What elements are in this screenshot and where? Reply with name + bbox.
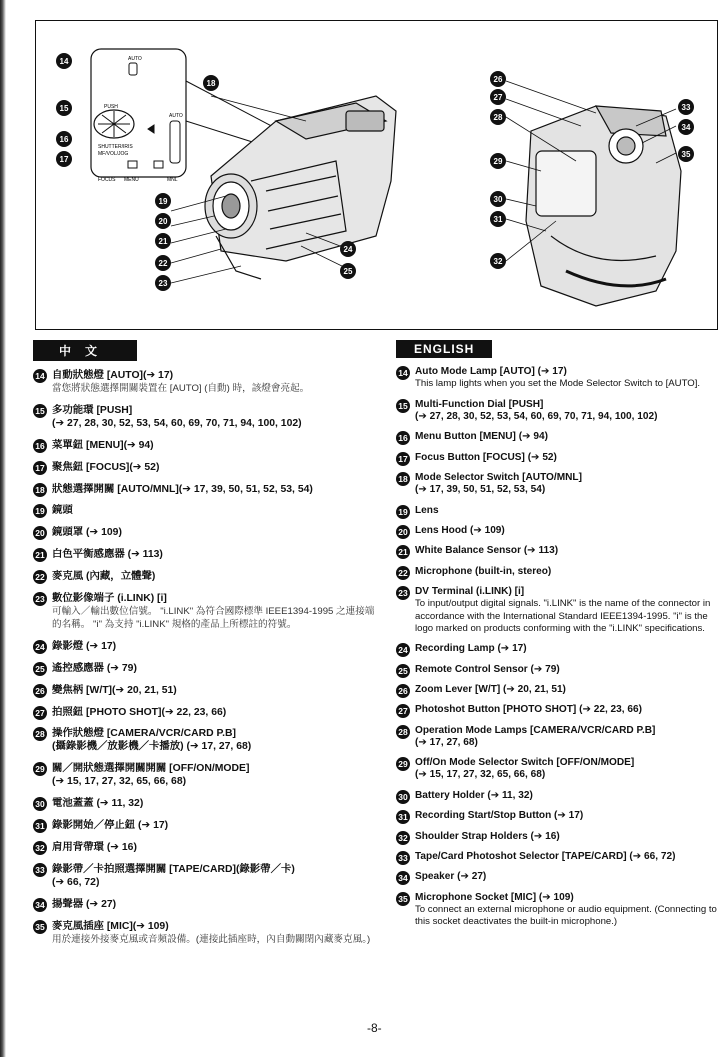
item-title: Mode Selector Switch [AUTO/MNL] <box>415 471 582 483</box>
callout-26 <box>490 71 506 87</box>
item-number-badge: 18 <box>396 472 410 486</box>
item-number-badge: 28 <box>396 725 410 739</box>
item-number-badge: 24 <box>396 643 410 657</box>
list-item <box>396 505 721 517</box>
item-title: 揚聲器 (➔ 27) <box>52 898 117 910</box>
inset-label-mnl: MNL <box>167 177 178 183</box>
item-title: Shoulder Strap Holders (➔ 16) <box>415 830 560 842</box>
item-title: Microphone (built-in, stereo) <box>415 565 552 577</box>
item-number-badge: 19 <box>396 505 410 519</box>
list-item <box>396 725 721 749</box>
item-title: Recording Start/Stop Button (➔ 17) <box>415 810 584 822</box>
item-title: 菜單鈕 [MENU](➔ 94) <box>52 439 154 451</box>
item-title: 錄影燈 (➔ 17) <box>52 640 117 652</box>
callout-26-label: 26 <box>493 75 503 84</box>
item-description: This lamp lights when you set the Mode Selector Switch to [AUTO]. <box>415 378 701 390</box>
item-number-badge: 20 <box>33 526 47 540</box>
item-title: 拍照鈕 [PHOTO SHOT](➔ 22, 23, 66) <box>52 706 227 718</box>
item-number-badge: 19 <box>33 504 47 518</box>
item-title: 操作狀態燈 [CAMERA/VCR/CARD P.B] <box>52 728 236 740</box>
item-number-badge: 33 <box>396 851 410 865</box>
item-title: Auto Mode Lamp [AUTO] (➔ 17) <box>415 366 567 377</box>
list-item <box>396 704 721 716</box>
callout-31-label: 31 <box>493 215 503 224</box>
list-item <box>33 662 383 675</box>
list-item <box>396 525 721 537</box>
callout-20 <box>155 213 171 229</box>
callout-34 <box>678 119 694 135</box>
list-item <box>33 841 383 854</box>
callout-23-label: 23 <box>158 279 168 288</box>
item-number-badge: 24 <box>33 640 47 654</box>
callout-19-label: 19 <box>158 197 168 206</box>
item-number-badge: 31 <box>33 819 47 833</box>
callout-14 <box>56 53 72 69</box>
item-number-badge: 28 <box>33 727 47 741</box>
list-item <box>33 404 383 430</box>
callout-25-label: 25 <box>343 267 353 276</box>
item-title: Battery Holder (➔ 11, 32) <box>415 789 533 801</box>
item-title: Speaker (➔ 27) <box>415 871 487 883</box>
list-item <box>33 592 383 631</box>
list-item <box>33 526 383 539</box>
list-item <box>33 570 383 583</box>
callout-35 <box>678 146 694 162</box>
callout-19 <box>155 193 171 209</box>
item-number-badge: 20 <box>396 525 410 539</box>
item-number-badge: 16 <box>33 439 47 453</box>
callout-18-label: 18 <box>206 79 216 88</box>
callout-30-label: 30 <box>493 195 503 204</box>
list-item <box>33 640 383 653</box>
list-item <box>33 727 383 753</box>
list-item <box>33 684 383 697</box>
item-description: To connect an external microphone or audio equipment. (Connecting to this socket deactivates the built-in microphone.) <box>415 904 717 928</box>
item-number-badge: 21 <box>396 545 410 559</box>
list-item <box>396 586 721 635</box>
item-title: 關／開狀態選擇開關開關 [OFF/ON/MODE] <box>52 763 250 775</box>
list-item <box>396 810 721 822</box>
list-item <box>33 439 383 452</box>
inset-label-shutter-iris: SHUTTER/IRIS <box>98 144 133 150</box>
camcorder-figure <box>35 20 718 330</box>
english-header: ENGLISH <box>396 340 492 358</box>
item-title: 數位影像端子 (i.LINK) [i] <box>52 593 167 605</box>
callout-35-label: 35 <box>681 150 691 159</box>
item-number-badge: 23 <box>396 586 410 600</box>
callout-29-label: 29 <box>493 157 503 166</box>
callout-30 <box>490 191 506 207</box>
callout-24 <box>340 241 356 257</box>
callout-21 <box>155 233 171 249</box>
item-number-badge: 32 <box>33 841 47 855</box>
callout-16 <box>56 131 72 147</box>
list-item <box>396 545 721 557</box>
item-number-badge: 18 <box>33 483 47 497</box>
list-item <box>33 898 383 911</box>
item-title: 變焦柄 [W/T](➔ 20, 21, 51) <box>52 684 177 696</box>
item-title: 自動狀態燈 [AUTO](➔ 17) <box>52 370 174 381</box>
item-title: 錄影帶／卡拍照選擇開關 [TAPE/CARD](錄影帶／卡) <box>52 863 295 875</box>
callout-14-label: 14 <box>59 57 69 66</box>
item-description: 用於連接外接麥克風或音頻設備。(連接此插座時，內自動關閉內藏麥克風。) <box>52 933 371 945</box>
item-title: 聚焦鈕 [FOCUS](➔ 52) <box>52 461 160 473</box>
camcorder-rear-view <box>526 106 681 306</box>
callout-33-label: 33 <box>681 103 691 112</box>
item-title: Focus Button [FOCUS] (➔ 52) <box>415 451 557 463</box>
list-item <box>33 504 383 517</box>
list-item <box>33 797 383 810</box>
item-title: 電池蓋蓋 (➔ 11, 32) <box>52 798 144 810</box>
item-title: DV Terminal (i.LINK) [i] <box>415 586 525 598</box>
list-item <box>396 851 721 863</box>
list-item <box>33 762 383 788</box>
item-title: 麥克風插座 [MIC](➔ 109) <box>52 920 169 932</box>
list-item <box>396 790 721 802</box>
chinese-header: 中文 <box>33 340 137 361</box>
callout-34-label: 34 <box>681 123 691 132</box>
list-item <box>396 366 721 390</box>
item-number-badge: 33 <box>33 863 47 877</box>
item-title: Lens <box>415 504 439 516</box>
callout-16-label: 16 <box>59 135 69 144</box>
item-page-reference: (➔ 27, 28, 30, 52, 53, 54, 60, 69, 70, 71, 94, 100, 102) <box>415 410 658 422</box>
callout-28 <box>490 109 506 125</box>
item-page-reference: (➔ 17, 27, 68) <box>415 736 478 748</box>
item-page-reference: (➔ 15, 17, 27, 32, 65, 66, 68) <box>52 776 187 788</box>
callout-17-label: 17 <box>59 155 69 164</box>
callout-18 <box>203 75 219 91</box>
english-item-list <box>396 366 721 928</box>
item-number-badge: 35 <box>33 920 47 934</box>
item-title: Remote Control Sensor (➔ 79) <box>415 663 560 675</box>
list-item <box>396 871 721 883</box>
list-item <box>396 399 721 423</box>
list-item <box>33 461 383 474</box>
callout-27 <box>490 89 506 105</box>
item-page-reference: (➔ 66, 72) <box>52 876 100 888</box>
item-title: 狀態選擇開關 [AUTO/MNL](➔ 17, 39, 50, 51, 52, 53, 54) <box>52 483 313 495</box>
item-title: Operation Mode Lamps [CAMERA/VCR/CARD P.B] <box>415 724 656 736</box>
callout-21-label: 21 <box>158 237 168 246</box>
list-item <box>396 684 721 696</box>
inset-label-push: PUSH <box>104 104 118 110</box>
callout-23 <box>155 275 171 291</box>
list-item <box>396 566 721 578</box>
item-description: 可輸入／輸出數位信號。 "i.LINK" 為符合國際標準 IEEE1394-1995 之連接端的名稱。 "i" 為支持 "i.LINK" 規格的產品上所標註的符號。 <box>52 606 375 631</box>
item-page-reference: (➔ 27, 28, 30, 52, 53, 54, 60, 69, 70, 71, 94, 100, 102) <box>52 417 302 429</box>
list-item <box>33 483 383 496</box>
callout-32 <box>490 253 506 269</box>
item-number-badge: 34 <box>396 871 410 885</box>
item-number-badge: 27 <box>396 704 410 718</box>
callout-15 <box>56 100 72 116</box>
item-title: 多功能環 [PUSH] <box>52 404 133 416</box>
item-page-reference: (➔ 15, 17, 27, 32, 65, 66, 68) <box>415 769 546 781</box>
item-number-badge: 15 <box>33 404 47 418</box>
list-item <box>33 863 383 889</box>
item-number-badge: 29 <box>33 762 47 776</box>
item-title: Lens Hood (➔ 109) <box>415 524 505 536</box>
item-number-badge: 30 <box>33 797 47 811</box>
item-number-badge: 22 <box>396 566 410 580</box>
item-title: 肩用背帶環 (➔ 16) <box>52 842 137 854</box>
item-number-badge: 32 <box>396 831 410 845</box>
item-title: White Balance Sensor (➔ 113) <box>415 545 559 557</box>
item-title: Zoom Lever [W/T] (➔ 20, 21, 51) <box>415 683 566 695</box>
callout-25 <box>340 263 356 279</box>
list-item <box>396 757 721 781</box>
item-title: 鏡頭罩 (➔ 109) <box>52 527 122 539</box>
item-description: To input/output digital signals. "i.LINK" is the name of the connector in accordance with the International Standard IEEE1394-1995. "i" is the logo marked on products conforming with the "i.LINK" specifications. <box>415 598 711 634</box>
list-item <box>33 548 383 561</box>
list-item <box>396 431 721 443</box>
callout-20-label: 20 <box>158 217 168 226</box>
list-item <box>33 706 383 719</box>
list-item <box>33 920 383 946</box>
item-number-badge: 17 <box>33 461 47 475</box>
item-number-badge: 26 <box>33 684 47 698</box>
inset-label-auto-side: AUTO <box>169 113 183 119</box>
item-number-badge: 29 <box>396 757 410 771</box>
item-title: Photoshot Button [PHOTO SHOT] (➔ 22, 23, 66) <box>415 704 642 716</box>
callout-28-label: 28 <box>493 113 503 122</box>
callout-24-label: 24 <box>343 245 353 254</box>
item-title: 麥克風 (內藏，立體聲) <box>52 571 156 583</box>
item-number-badge: 23 <box>33 592 47 606</box>
item-description: 當您將狀態選擇開關裝置在 [AUTO] (自動) 時，該燈會亮起。 <box>52 383 310 394</box>
page-binding-edge <box>0 0 6 1057</box>
list-item <box>396 452 721 464</box>
item-number-badge: 34 <box>33 898 47 912</box>
item-number-badge: 25 <box>33 662 47 676</box>
list-item <box>396 643 721 655</box>
item-title: 白色平衡感應器 (➔ 113) <box>52 549 163 561</box>
item-title: Tape/Card Photoshot Selector [TAPE/CARD] (➔ 66, 72) <box>415 851 676 863</box>
item-number-badge: 31 <box>396 810 410 824</box>
callout-33 <box>678 99 694 115</box>
item-title: Menu Button [MENU] (➔ 94) <box>415 431 548 443</box>
chinese-column <box>33 340 383 955</box>
callout-27-label: 27 <box>493 93 503 102</box>
item-title: Multi-Function Dial [PUSH] <box>415 398 544 410</box>
callout-22-label: 22 <box>158 259 168 268</box>
item-title: Microphone Socket [MIC] (➔ 109) <box>415 891 574 903</box>
item-page-reference: (➔ 17, 39, 50, 51, 52, 53, 54) <box>415 484 546 496</box>
callout-31 <box>490 211 506 227</box>
list-item <box>396 664 721 676</box>
item-title: Off/On Mode Selector Switch [OFF/ON/MODE] <box>415 757 635 769</box>
item-number-badge: 14 <box>396 366 410 380</box>
camcorder-illustration <box>36 21 718 330</box>
callout-29 <box>490 153 506 169</box>
item-number-badge: 14 <box>33 369 47 383</box>
callout-17 <box>56 151 72 167</box>
callout-15-label: 15 <box>59 104 69 113</box>
callout-22 <box>155 255 171 271</box>
item-number-badge: 26 <box>396 684 410 698</box>
item-number-badge: 21 <box>33 548 47 562</box>
item-page-reference: (攝錄影機／放影機／卡播放) (➔ 17, 27, 68) <box>52 741 252 753</box>
item-number-badge: 15 <box>396 399 410 413</box>
callout-32-label: 32 <box>493 257 503 266</box>
item-number-badge: 25 <box>396 664 410 678</box>
list-item <box>396 831 721 843</box>
inset-label-mf-vol-jog: MF/VOL/JOG <box>98 151 129 157</box>
list-item <box>33 819 383 832</box>
list-item <box>396 892 721 929</box>
item-number-badge: 17 <box>396 452 410 466</box>
inset-label-focus: FOCUS <box>98 177 116 183</box>
item-number-badge: 27 <box>33 706 47 720</box>
page-number: -8- <box>367 1021 382 1035</box>
camcorder-front-view <box>205 96 396 279</box>
inset-label-menu: MENU <box>124 177 139 183</box>
list-item <box>33 369 383 395</box>
item-number-badge: 30 <box>396 790 410 804</box>
english-column <box>396 340 721 937</box>
list-item <box>396 472 721 496</box>
item-title: 遙控感應器 (➔ 79) <box>52 662 137 674</box>
item-number-badge: 22 <box>33 570 47 584</box>
item-number-badge: 35 <box>396 892 410 906</box>
inset-label-auto: AUTO <box>128 56 142 62</box>
chinese-item-list <box>33 369 383 946</box>
item-number-badge: 16 <box>396 431 410 445</box>
item-title: 鏡頭 <box>52 505 73 517</box>
item-title: 錄影開始／停止鈕 (➔ 17) <box>52 820 169 832</box>
item-title: Recording Lamp (➔ 17) <box>415 643 527 655</box>
